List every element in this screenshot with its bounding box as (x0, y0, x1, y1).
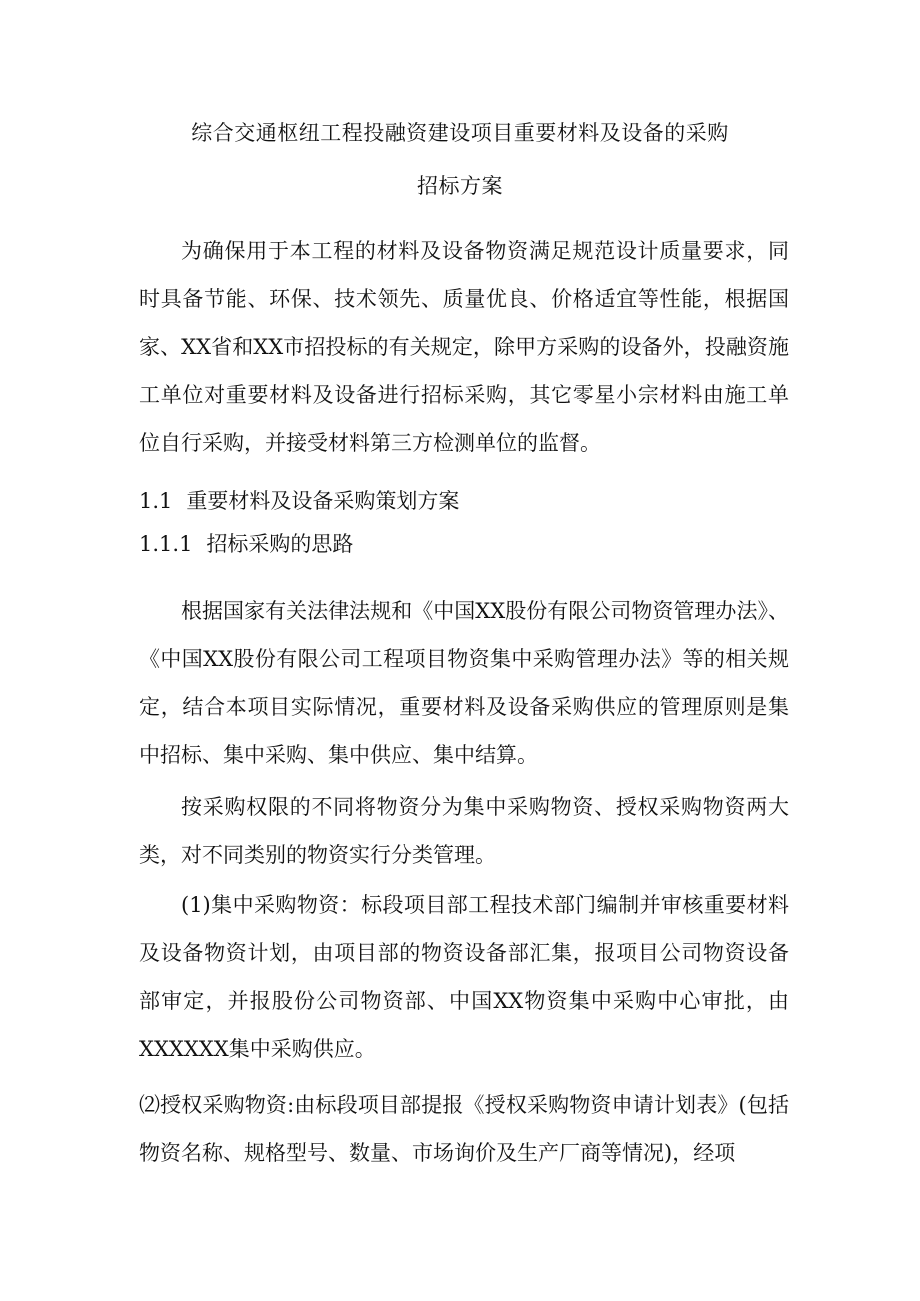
subsection-title: 招标采购的思路 (206, 532, 354, 556)
document-title-line2: 招标方案 (417, 174, 503, 198)
intro-paragraph: 为确保用于本工程的材料及设备物资满足规范设计质量要求，同时具备节能、环保、技术领先、质量优良、价格适宜等性能，根据国家、XX省和XX市招投标的有关规定，除甲方采购的设备外，投融资施工单位对重要材料及设备进行招标采购，其它零星小宗材料由施工单位自行采购，并接受材料第三方检测单位的监督。 (139, 239, 789, 455)
principle-paragraph: 根据国家有关法律法规和《中国XX股份有限公司物资管理办法》、《中国XX股份有限公司工程项目物资集中采购管理办法》等的相关规定，结合本项目实际情况，重要材料及设备采购供应的管理原则是集中招标、集中采购、集中供应、集中结算。 (139, 599, 789, 767)
authorized-procurement-paragraph: ⑵授权采购物资:由标段项目部提报《授权采购物资申请计划表》(包括物资名称、规格型号、数量、市场询价及生产厂商等情况)，经项 (139, 1093, 789, 1165)
centralized-procurement-paragraph: (1)集中采购物资：标段项目部工程技术部门编制并审核重要材料及设备物资计划，由项目部的物资设备部汇集，报项目公司物资设备部审定，并报股份公司物资部、中国XX物资集中采购中心审批，由XXXXXX集中采购供应。 (139, 893, 789, 1061)
section-number: 1.1 (139, 489, 173, 513)
section-title: 重要材料及设备采购策划方案 (186, 489, 460, 513)
section-heading-1-1 (139, 486, 789, 516)
subsection-number: 1.1.1 (139, 532, 193, 556)
document-title-line1: 综合交通枢纽工程投融资建设项目重要材料及设备的采购 (191, 121, 729, 145)
section-heading-1-1-1 (139, 529, 789, 559)
classification-paragraph: 按采购权限的不同将物资分为集中采购物资、授权采购物资两大类，对不同类别的物资实行分类管理。 (139, 795, 789, 867)
